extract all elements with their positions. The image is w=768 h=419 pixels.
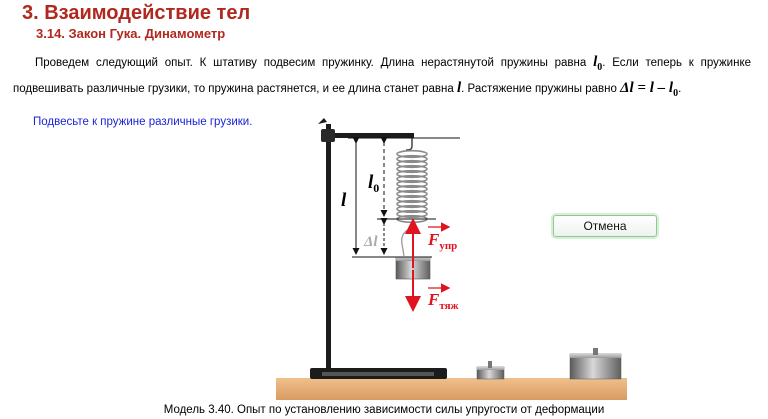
- extension-formula: $\Delta l = l - l_0$: [620, 80, 679, 99]
- large-weight[interactable]: [570, 348, 621, 379]
- cancel-button[interactable]: Отмена: [553, 215, 657, 237]
- section-title: 3.14. Закон Гука. Динамометр: [36, 26, 226, 41]
- label-l: l: [341, 190, 347, 211]
- instruction-text: Подвесьте к пружине различные грузики.: [33, 116, 253, 128]
- l-symbol: l: [457, 80, 462, 96]
- stand-rod: [326, 124, 331, 370]
- table-top: [276, 378, 627, 400]
- chapter-title: 3. Взаимодействие тел: [22, 2, 251, 24]
- clamp: [321, 129, 335, 142]
- label-l0: $l_0$: [368, 172, 380, 195]
- small-weight[interactable]: [477, 361, 504, 379]
- label-f-elastic: $F_{упр}$: [428, 230, 458, 252]
- intro-text-3: . Растяжение пружины равно: [461, 83, 621, 95]
- intro-text-2: . Если теперь к пружинке подвешивать различные грузики, то пружина растянется, и ее длина станет равна: [13, 57, 752, 95]
- l0-symbol: $l_0$: [593, 54, 603, 73]
- label-f-gravity: $F_{тяж}$: [428, 290, 459, 312]
- spring: [397, 151, 427, 223]
- label-delta-l: Δl: [364, 234, 378, 250]
- stand-arm: [330, 133, 414, 138]
- intro-paragraph: Проведем следующий опыт. К штативу подвесим пружинку. Длина нерастянутой пружины равна $l_0$. Если теперь к пружинке подвешивать различные грузики, то пружина растянется, и ее длина станет равна l. Растяжение пружины равно $\Delta l = l - l_0$.: [13, 54, 752, 99]
- spring-hook: [406, 138, 412, 150]
- figure-caption: Модель 3.40. Опыт по установлению зависимости силы упругости от деформации: [163, 404, 605, 416]
- intro-text-1: Проведем следующий опыт. К штативу подвесим пружинку. Длина нерастянутой пружины равна: [35, 57, 594, 69]
